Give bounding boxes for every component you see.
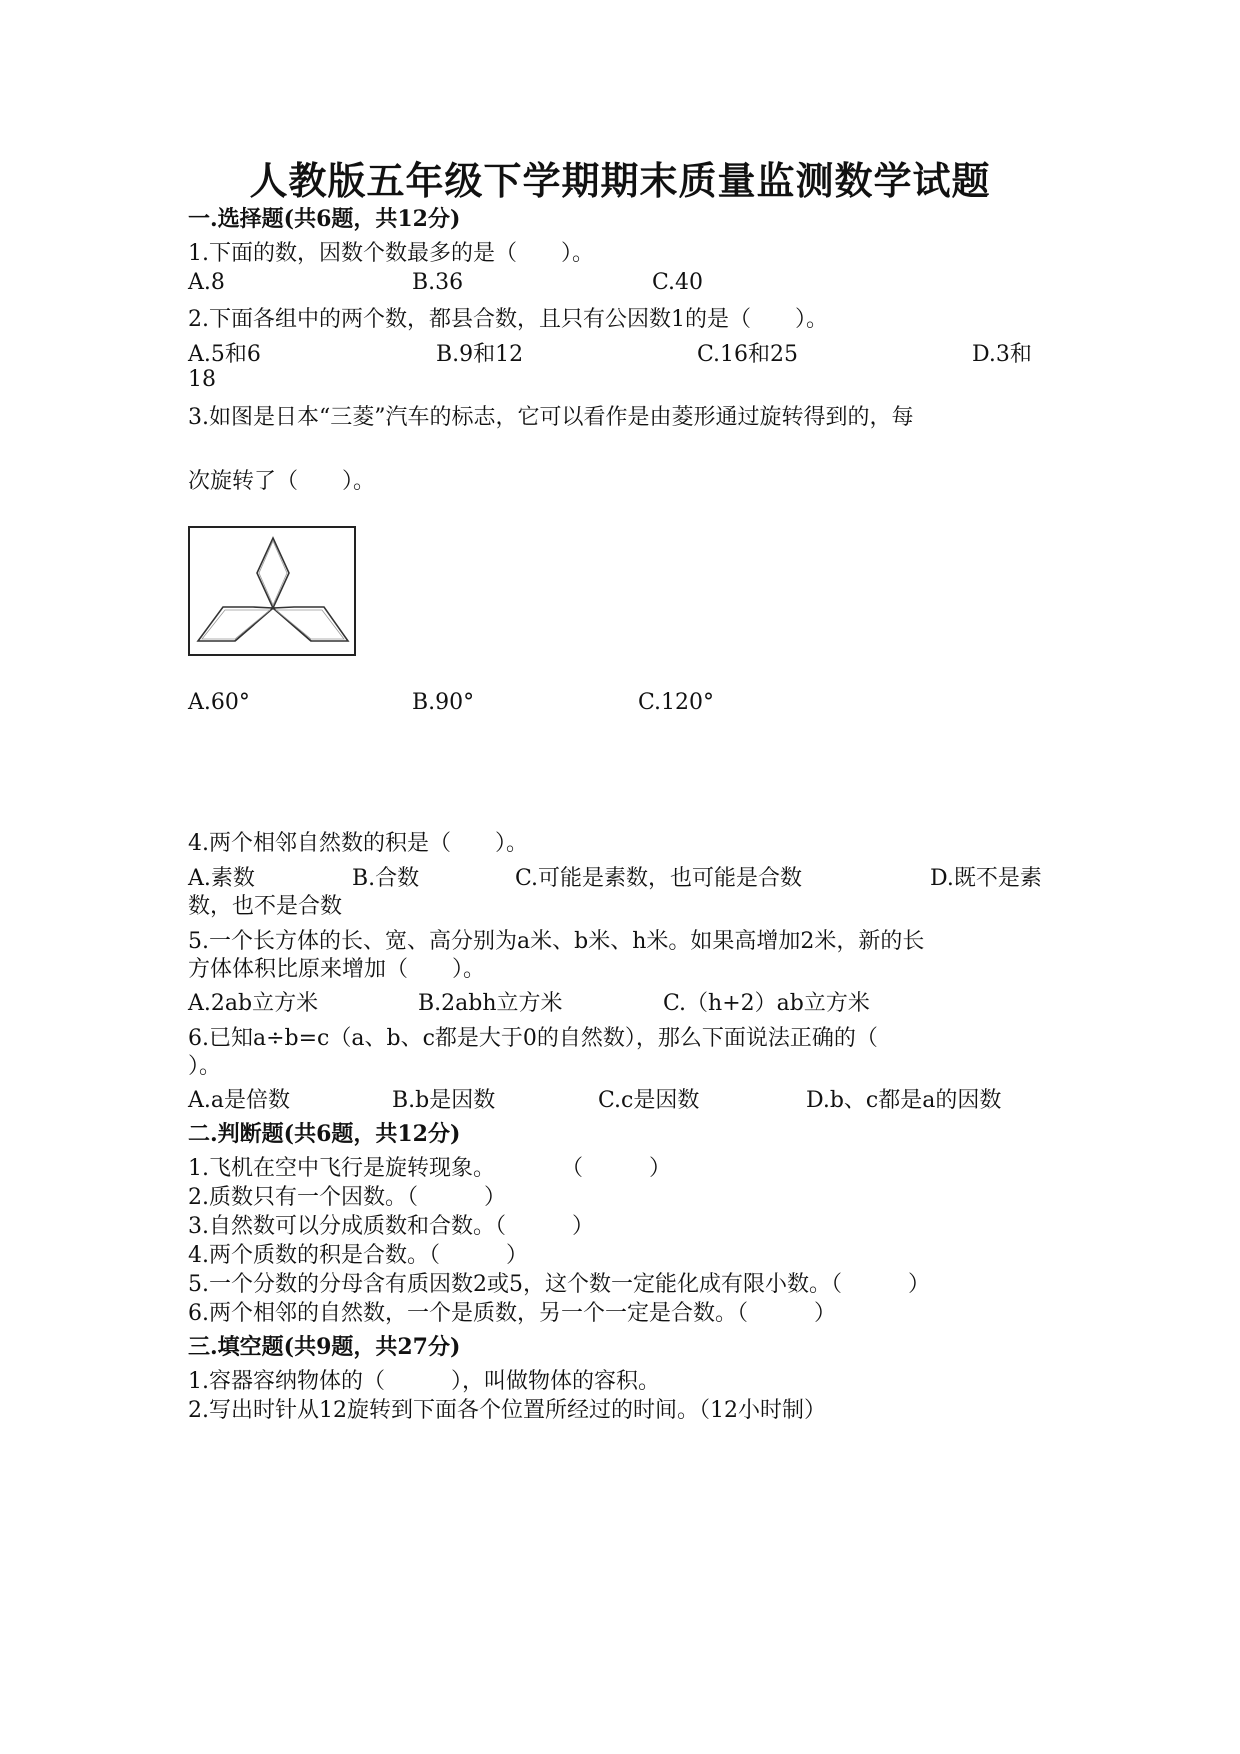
three-diamonds-diagram <box>190 528 354 654</box>
q6-option-c: C.c是因数 <box>598 1088 700 1113</box>
question-2-text: 2.下面各组中的两个数，都县合数，且只有公因数1的是（ ）。 <box>188 307 828 332</box>
question-6-text-line2: ）。 <box>188 1054 222 1079</box>
q6-option-d: D.b、c都是a的因数 <box>806 1088 1002 1113</box>
judge-item: 1.飞机在空中飞行是旋转现象。 （ ） <box>188 1156 671 1181</box>
question-4-text: 4.两个相邻自然数的积是（ ）。 <box>188 831 528 856</box>
q4-option-d: D.既不是素 <box>930 866 1042 891</box>
question-1-text: 1.下面的数，因数个数最多的是（ ）。 <box>188 241 594 266</box>
q4-option-c: C.可能是素数，也可能是合数 <box>515 866 803 891</box>
top-rhombus <box>257 538 289 608</box>
q5-option-a: A.2ab立方米 <box>188 991 319 1016</box>
q1-option-c: C.40 <box>652 270 704 295</box>
q4-option-d-continued: 数，也不是合数 <box>188 894 343 919</box>
section-heading-choice: 一.选择题(共6题，共12分) <box>188 206 461 232</box>
q5-option-b: B.2abh立方米 <box>418 991 563 1016</box>
q2-option-d-continued: 18 <box>188 367 216 392</box>
q2-option-c: C.16和25 <box>697 342 799 367</box>
q2-option-a: A.5和6 <box>188 342 261 367</box>
question-5-text-line2: 方体体积比原来增加（ ）。 <box>188 957 486 982</box>
judge-item: 6.两个相邻的自然数，一个是质数，另一个一定是合数。（ ） <box>188 1301 836 1326</box>
question-5-text-line1: 5.一个长方体的长、宽、高分别为a米、b米、h米。如果高增加2米，新的长 <box>188 929 925 954</box>
judge-item: 5.一个分数的分母含有质因数2或5，这个数一定能化成有限小数。（ ） <box>188 1272 930 1297</box>
left-rhombus <box>198 607 273 641</box>
page-title: 人教版五年级下学期期末质量监测数学试题 <box>249 158 991 203</box>
q3-option-b: B.90° <box>412 690 475 715</box>
q6-option-b: B.b是因数 <box>392 1088 496 1113</box>
fill-item: 1.容器容纳物体的（ ），叫做物体的容积。 <box>188 1369 660 1394</box>
q3-option-a: A.60° <box>188 690 250 715</box>
q1-option-a: A.8 <box>188 270 225 295</box>
q2-option-d: D.3和 <box>972 342 1032 367</box>
q3-option-c: C.120° <box>638 690 715 715</box>
mitsubishi-logo-figure <box>188 526 356 656</box>
q4-option-a: A.素数 <box>188 866 255 891</box>
judge-item: 2.质数只有一个因数。（ ） <box>188 1185 506 1210</box>
question-3-text-line2: 次旋转了（ ）。 <box>188 469 376 494</box>
fill-item: 2.写出时针从12旋转到下面各个位置所经过的时间。（12小时制） <box>188 1398 826 1423</box>
q6-option-a: A.a是倍数 <box>188 1088 290 1113</box>
section-heading-judge: 二.判断题(共6题，共12分) <box>188 1121 461 1147</box>
question-3-text-line1: 3.如图是日本“三菱”汽车的标志，它可以看作是由菱形通过旋转得到的，每 <box>188 405 914 430</box>
q1-option-b: B.36 <box>412 270 464 295</box>
section-heading-fill: 三.填空题(共9题，共27分) <box>188 1334 461 1360</box>
right-rhombus <box>273 607 348 641</box>
question-6-text-line1: 6.已知a÷b=c（a、b、c都是大于0的自然数），那么下面说法正确的（ <box>188 1026 878 1051</box>
q4-option-b: B.合数 <box>352 866 420 891</box>
q2-option-b: B.9和12 <box>436 342 524 367</box>
q5-option-c: C.（h+2）ab立方米 <box>663 991 870 1016</box>
judge-item: 3.自然数可以分成质数和合数。（ ） <box>188 1214 594 1239</box>
judge-item: 4.两个质数的积是合数。（ ） <box>188 1243 528 1268</box>
